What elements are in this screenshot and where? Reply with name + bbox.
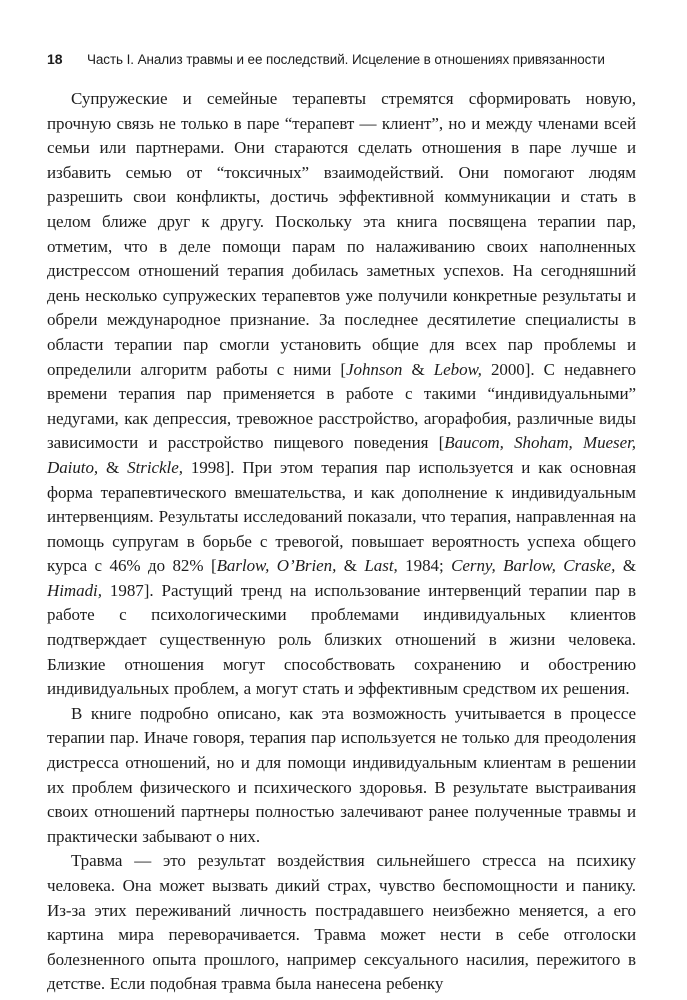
- citation-author: Strickle,: [127, 457, 183, 477]
- citation-author: Barlow, O’Brien,: [216, 556, 337, 576]
- paragraph: [47, 87, 636, 702]
- text-run: &: [98, 457, 128, 477]
- text-run: Супружеские и семейные терапевты стремятся сформировать новую, прочную связь не только в паре “терапевт — клиент”, но и между членами всей семьи или партнерами. Они стараются сделать отношения в паре лучше и избавить семью от “токсичных” взаимодействий. Они помогают людям разрешить свои конфликты, достичь эффективной коммуникации и стать в целом ближе друг к другу. Поскольку эта книга посвящена терапии пар, отметим, что в деле помощи парам по налаживанию своих наполненных дистрессом отношений терапия добилась заметных успехов. На сегодняшний день несколько супружеских терапевтов уже получили конкретные результаты и обрели международное признание. За последнее десятилетие специалисты в области терапии пар смогли установить общие для всех пар проблемы и определили алгоритм работы с ними [: [47, 89, 636, 379]
- text-run: 2000]. С недавнего времени терапия пар применяется в работе с такими “индивидуальными” недугами, как депрессия, тревожное расстройство, агорафобия, различные виды зависимости и расстройство пищевого поведения [: [47, 359, 636, 453]
- text-run: &: [402, 359, 434, 379]
- citation-author: Johnson: [346, 359, 403, 379]
- page-number: 18: [47, 51, 63, 67]
- text-run: &: [615, 556, 636, 576]
- text-run: 1987]. Растущий тренд на использование интервенций терапии пар в работе с психологическими проблемами индивидуальных клиентов подтверждает существенную роль близких отношений в жизни человека. Близкие отношения могут способствовать сохранению и обострению индивидуальных проблем, а могут стать и эффективным средством их решения.: [47, 580, 636, 699]
- text-run: Травма — это результат воздействия сильнейшего стресса на психику человека. Она может вызвать дикий страх, чувство беспомощности и панику. Из-за этих переживаний личность пострадавшего неизбежно меняется, а его картина мира переворачивается. Травма может нести в себе отголоски болезненного опыта прошлого, например сексуального насилия, пережитого в детстве. Если подобная травма была нанесена ребенку: [47, 851, 636, 994]
- text-run: &: [336, 556, 365, 576]
- paragraph: [47, 702, 636, 850]
- paragraph: [47, 849, 636, 997]
- text-run: В книге подробно описано, как эта возможность учитывается в процессе терапии пар. Иначе говоря, терапия пар используется не только для преодоления дистресса отношений, но и для помощи индивидуальным клиентам в решении их проблем физического и психического здоровья. В результате выстраивания своих отношений партнеры полностью залечивают ранее полученные травмы и практически забывают о них.: [47, 703, 636, 846]
- citation-author: Last,: [364, 556, 398, 576]
- text-run: 1984;: [397, 556, 452, 576]
- citation-author: Himadi,: [47, 580, 102, 600]
- body-text: [47, 87, 636, 997]
- citation-author: Lebow,: [433, 359, 482, 379]
- running-title: Часть I. Анализ травмы и ее последствий. Исцеление в отношениях привязанности: [87, 52, 605, 67]
- text-run: 1998]. При этом терапия пар используется и как основная форма терапевтического вмешательства, и как дополнение к индивидуальным интервенциям. Результаты исследований показали, что терапия, направленная на помощь супругам в борьбе с тревогой, повышает вероятность успеха общего курса с 46% до 82% [: [47, 457, 636, 576]
- citation-author: Cerny, Barlow, Craske,: [451, 556, 616, 576]
- page-header: [47, 51, 647, 67]
- citation-author: Baucom, Shoham, Mueser, Daiuto,: [47, 433, 636, 477]
